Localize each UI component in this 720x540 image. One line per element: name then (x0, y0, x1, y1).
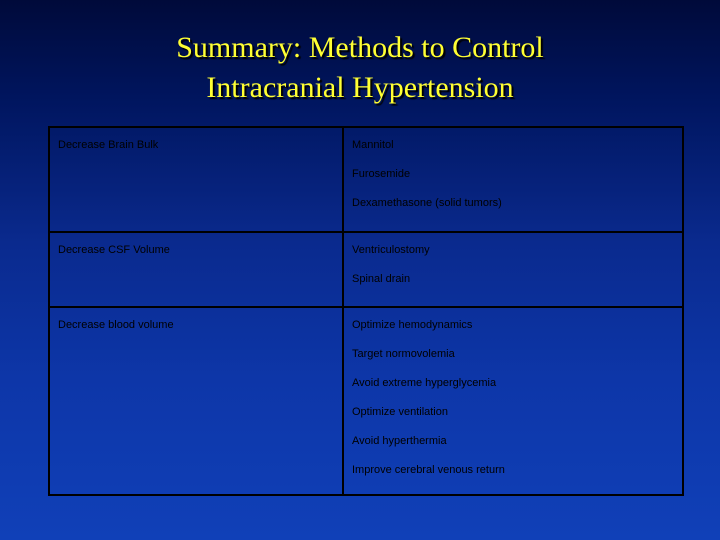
category-cell: Decrease blood volume (49, 307, 343, 495)
category-cell: Decrease Brain Bulk (49, 127, 343, 232)
method-item: Avoid extreme hyperglycemia (352, 377, 497, 389)
slide-title-line-2: Intracranial Hypertension (206, 71, 514, 104)
category-cell: Decrease CSF Volume (49, 232, 343, 307)
method-item: Optimize hemodynamics (352, 319, 473, 331)
method-item: Improve cerebral venous return (352, 464, 505, 476)
method-item: Dexamethasone (solid tumors) (352, 197, 502, 209)
methods-cell (343, 127, 683, 232)
method-item: Ventriculostomy (352, 244, 430, 256)
method-item: Mannitol (352, 139, 394, 151)
method-item: Avoid hyperthermia (352, 435, 447, 447)
table-row-decrease-blood-volume (49, 307, 683, 495)
methods-cell (343, 307, 683, 495)
method-item: Spinal drain (352, 273, 411, 285)
method-item: Target normovolemia (352, 348, 455, 360)
slide-title-line-1: Summary: Methods to Control (176, 31, 544, 64)
slide-title (0, 28, 720, 108)
table-row-decrease-csf-volume (49, 232, 683, 307)
methods-cell (343, 232, 683, 307)
method-item: Optimize ventilation (352, 406, 448, 418)
summary-table (48, 126, 684, 496)
table-row-decrease-brain-bulk (49, 127, 683, 232)
method-item: Furosemide (352, 168, 411, 180)
